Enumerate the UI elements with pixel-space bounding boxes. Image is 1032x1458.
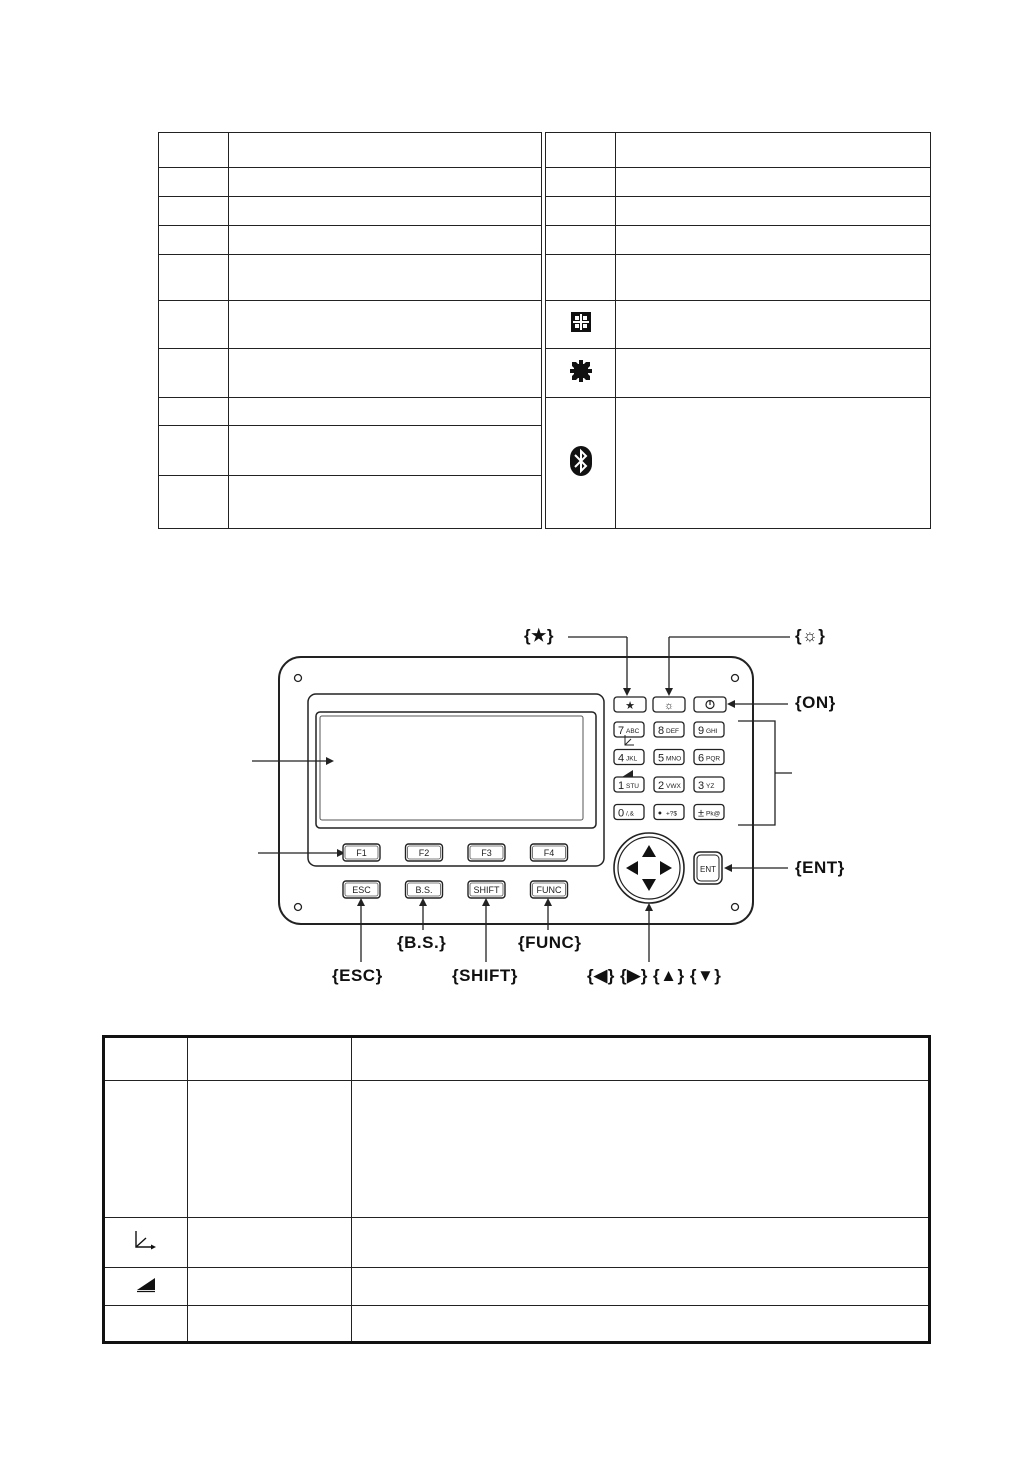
numpad-key-7[interactable] bbox=[614, 777, 644, 792]
numpad-key-6[interactable] bbox=[694, 750, 724, 765]
func-key-label: FUNC bbox=[536, 885, 562, 895]
func-key-label: {FUNC} bbox=[518, 933, 582, 952]
table-header-cell bbox=[188, 1037, 352, 1081]
ent-key-label: {ENT} bbox=[795, 858, 845, 877]
grid-square-icon bbox=[570, 311, 592, 333]
svg-text:3: 3 bbox=[698, 780, 705, 792]
svg-text:4: 4 bbox=[618, 752, 625, 765]
svg-text:1: 1 bbox=[618, 780, 625, 792]
bs-key[interactable] bbox=[406, 881, 443, 898]
numpad-key-12[interactable] bbox=[694, 805, 724, 820]
svg-text:7: 7 bbox=[618, 725, 625, 737]
svg-text:•: • bbox=[658, 807, 662, 820]
esc-key[interactable] bbox=[343, 881, 380, 898]
display-icons-table bbox=[158, 132, 931, 529]
function-key-f3[interactable] bbox=[468, 844, 505, 861]
bluetooth-icon bbox=[569, 445, 593, 477]
func-key[interactable] bbox=[531, 881, 568, 898]
svg-text:2: 2 bbox=[658, 780, 665, 792]
svg-text:8: 8 bbox=[658, 725, 665, 737]
table-cell bbox=[616, 133, 931, 168]
ent-key[interactable] bbox=[694, 852, 722, 884]
numpad-key-1[interactable] bbox=[614, 722, 644, 737]
bs-key-label: B.S. bbox=[415, 885, 433, 895]
svg-text:Pk@: Pk@ bbox=[706, 810, 721, 818]
function-key-f4-label: F4 bbox=[543, 848, 555, 858]
table-header-cell bbox=[104, 1037, 188, 1081]
svg-text:VWX: VWX bbox=[666, 783, 681, 790]
esc-key-label: {ESC} bbox=[332, 966, 383, 985]
numpad-key-5[interactable] bbox=[654, 750, 684, 765]
esc-key-label: ESC bbox=[352, 885, 371, 895]
svg-text:ENT: ENT bbox=[700, 865, 716, 874]
bs-key-label: {B.S.} bbox=[397, 933, 447, 952]
shift-key-label: SHIFT bbox=[473, 885, 500, 895]
illumination-key[interactable] bbox=[653, 697, 685, 712]
numpad-key-11[interactable] bbox=[654, 805, 684, 820]
svg-text:6: 6 bbox=[698, 752, 705, 765]
svg-text:+?$: +?$ bbox=[666, 810, 678, 818]
svg-text:5: 5 bbox=[658, 752, 665, 765]
svg-text:ABC: ABC bbox=[626, 728, 640, 735]
svg-text:GHI: GHI bbox=[706, 728, 718, 735]
numpad-key-8[interactable] bbox=[654, 777, 684, 792]
function-key-f2-label: F2 bbox=[418, 848, 430, 858]
numpad-key-2[interactable] bbox=[654, 722, 684, 737]
svg-text:JKL: JKL bbox=[626, 755, 638, 763]
function-key-f1[interactable] bbox=[343, 844, 380, 861]
numpad-key-9[interactable] bbox=[694, 777, 724, 792]
table-cell bbox=[546, 133, 616, 168]
numpad-key-3[interactable] bbox=[694, 722, 724, 737]
function-key-f1-label: F1 bbox=[356, 848, 367, 858]
svg-text:0: 0 bbox=[618, 807, 625, 820]
arrow-keys-label: {◀} {▶} {▲} {▼} bbox=[587, 966, 722, 985]
power-key[interactable] bbox=[694, 697, 726, 712]
table-cell bbox=[159, 133, 229, 168]
svg-text:☼: ☼ bbox=[663, 700, 675, 712]
star-key-label: {★} bbox=[524, 626, 554, 645]
svg-text:9: 9 bbox=[698, 725, 705, 737]
navigation-dial[interactable] bbox=[614, 833, 684, 903]
star-key[interactable] bbox=[614, 697, 646, 712]
illumination-key-label: {☼} bbox=[795, 626, 826, 645]
table-header-cell bbox=[352, 1037, 930, 1081]
key-functions-table bbox=[102, 1035, 931, 1344]
svg-text:±: ± bbox=[698, 807, 705, 820]
svg-text:STU: STU bbox=[626, 783, 639, 790]
keyboard-panel-diagram bbox=[0, 600, 1032, 1020]
function-key-f4[interactable] bbox=[531, 844, 568, 861]
numpad-key-4[interactable] bbox=[614, 750, 644, 765]
svg-text:★: ★ bbox=[625, 700, 635, 712]
svg-text:MNO: MNO bbox=[666, 755, 682, 763]
shift-key-label: {SHIFT} bbox=[452, 966, 518, 985]
table-cell bbox=[229, 133, 542, 168]
svg-text:YZ: YZ bbox=[706, 783, 715, 790]
asterisk-burst-icon bbox=[569, 359, 593, 383]
tilt-axis-icon bbox=[132, 1229, 160, 1251]
svg-text:PQR: PQR bbox=[706, 755, 721, 763]
function-key-f3-label: F3 bbox=[481, 848, 492, 858]
svg-text:DEF: DEF bbox=[666, 728, 679, 735]
on-key-label: {ON} bbox=[795, 693, 836, 712]
function-key-f2[interactable] bbox=[406, 844, 443, 861]
numpad-key-10[interactable] bbox=[614, 805, 644, 820]
shift-key[interactable] bbox=[468, 881, 505, 898]
table-row bbox=[546, 301, 616, 349]
svg-text:/,&: /,& bbox=[626, 810, 634, 818]
signal-wedge-icon bbox=[133, 1275, 159, 1293]
